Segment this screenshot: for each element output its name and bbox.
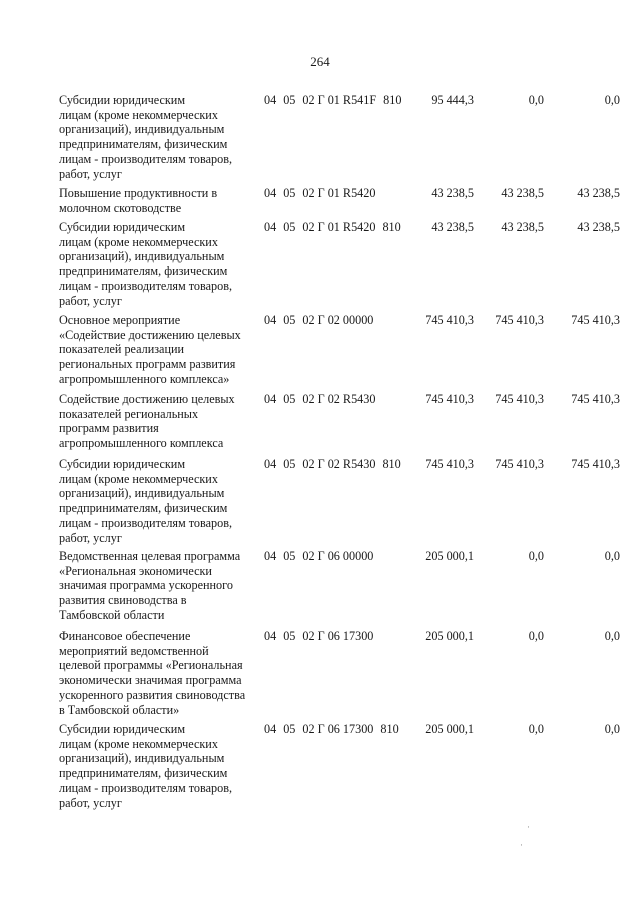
- scan-speck: ·: [527, 822, 530, 832]
- subsection-code: 05: [283, 313, 296, 327]
- target-code: 02 Г 02 R5430: [302, 457, 376, 471]
- row-code: [264, 186, 389, 201]
- value-year2: 745 410,3: [495, 457, 544, 471]
- section-code: 04: [264, 629, 277, 643]
- section-code: 04: [264, 93, 277, 107]
- value-year1: 745 410,3: [425, 392, 474, 406]
- section-code: 04: [264, 313, 277, 327]
- expense-type-code: 810: [382, 220, 401, 234]
- row-name: Субсидии юридическим лицам (кроме некоммерческих организаций), индивидуальным предпринимателям, физическим лицам - производителям товаров, работ, услуг: [59, 93, 233, 181]
- value-year1: 745 410,3: [425, 313, 474, 327]
- subsection-code: 05: [283, 457, 296, 471]
- value-year1: 205 000,1: [425, 549, 474, 563]
- row-name: Финансовое обеспечение мероприятий ведомственной целевой программы «Региональная экономически значимая программа ускоренного развития свиноводства в Тамбовской области»: [59, 629, 246, 717]
- value-year3: 0,0: [604, 722, 620, 736]
- target-code: 02 Г 06 17300: [302, 722, 374, 736]
- value-year3: 43 238,5: [577, 220, 620, 234]
- target-code: 02 Г 01 R541F: [302, 93, 377, 107]
- value-year2: 745 410,3: [495, 392, 544, 406]
- row-code: [264, 313, 387, 328]
- subsection-code: 05: [283, 220, 296, 234]
- subsection-code: 05: [283, 629, 296, 643]
- row-code: [264, 392, 389, 407]
- value-year1: 43 238,5: [431, 186, 474, 200]
- target-code: 02 Г 06 17300: [302, 629, 374, 643]
- section-code: 04: [264, 392, 277, 406]
- scan-speck: ·: [520, 840, 523, 850]
- target-code: 02 Г 01 R5420: [302, 186, 376, 200]
- page-number: 264: [310, 54, 330, 69]
- value-year1: 43 238,5: [431, 220, 474, 234]
- row-code: [264, 220, 408, 235]
- value-year2: 0,0: [528, 722, 544, 736]
- section-code: 04: [264, 457, 277, 471]
- value-year3: 745 410,3: [571, 313, 620, 327]
- value-year2: 745 410,3: [495, 313, 544, 327]
- subsection-code: 05: [283, 93, 296, 107]
- value-year3: 745 410,3: [571, 392, 620, 406]
- row-code: [264, 629, 387, 644]
- row-code: [264, 457, 408, 472]
- section-code: 04: [264, 186, 277, 200]
- value-year3: 0,0: [604, 93, 620, 107]
- row-name: Ведомственная целевая программа «Региональная экономически значимая программа ускоренного развития свиноводства в Тамбовской области: [59, 549, 241, 622]
- value-year1: 205 000,1: [425, 629, 474, 643]
- row-name: Субсидии юридическим лицам (кроме некоммерческих организаций), индивидуальным предпринимателям, физическим лицам - производителям товаров, работ, услуг: [59, 722, 233, 810]
- row-name: Основное мероприятие «Содействие достижению целевых показателей реализации региональных программ развития агропромышленного комплекса»: [59, 313, 241, 386]
- target-code: 02 Г 01 R5420: [302, 220, 376, 234]
- subsection-code: 05: [283, 186, 296, 200]
- value-year2: 0,0: [528, 549, 544, 563]
- row-name: Субсидии юридическим лицам (кроме некоммерческих организаций), индивидуальным предпринимателям, физическим лицам - производителям товаров, работ, услуг: [59, 457, 233, 545]
- target-code: 02 Г 06 00000: [302, 549, 374, 563]
- row-code: [264, 549, 387, 564]
- value-year1: 745 410,3: [425, 457, 474, 471]
- value-year3: 43 238,5: [577, 186, 620, 200]
- row-code: [264, 722, 406, 737]
- target-code: 02 Г 02 00000: [302, 313, 374, 327]
- section-code: 04: [264, 220, 277, 234]
- row-name: Субсидии юридическим лицам (кроме некоммерческих организаций), индивидуальным предпринимателям, физическим лицам - производителям товаров, работ, услуг: [59, 220, 233, 308]
- value-year2: 43 238,5: [501, 220, 544, 234]
- value-year1: 95 444,3: [431, 93, 474, 107]
- expense-type-code: 810: [382, 457, 401, 471]
- value-year3: 0,0: [604, 629, 620, 643]
- subsection-code: 05: [283, 549, 296, 563]
- subsection-code: 05: [283, 392, 296, 406]
- section-code: 04: [264, 722, 277, 736]
- row-name: Содействие достижению целевых показателей региональных программ развития агропромышленного комплекса: [59, 392, 235, 451]
- expense-type-code: 810: [380, 722, 399, 736]
- value-year2: 43 238,5: [501, 186, 544, 200]
- value-year3: 745 410,3: [571, 457, 620, 471]
- target-code: 02 Г 02 R5430: [302, 392, 376, 406]
- subsection-code: 05: [283, 722, 296, 736]
- value-year2: 0,0: [528, 629, 544, 643]
- row-name: Повышение продуктивности в молочном скотоводстве: [59, 186, 218, 215]
- row-code: [264, 93, 408, 108]
- expense-type-code: 810: [383, 93, 402, 107]
- section-code: 04: [264, 549, 277, 563]
- value-year2: 0,0: [528, 93, 544, 107]
- value-year1: 205 000,1: [425, 722, 474, 736]
- value-year3: 0,0: [604, 549, 620, 563]
